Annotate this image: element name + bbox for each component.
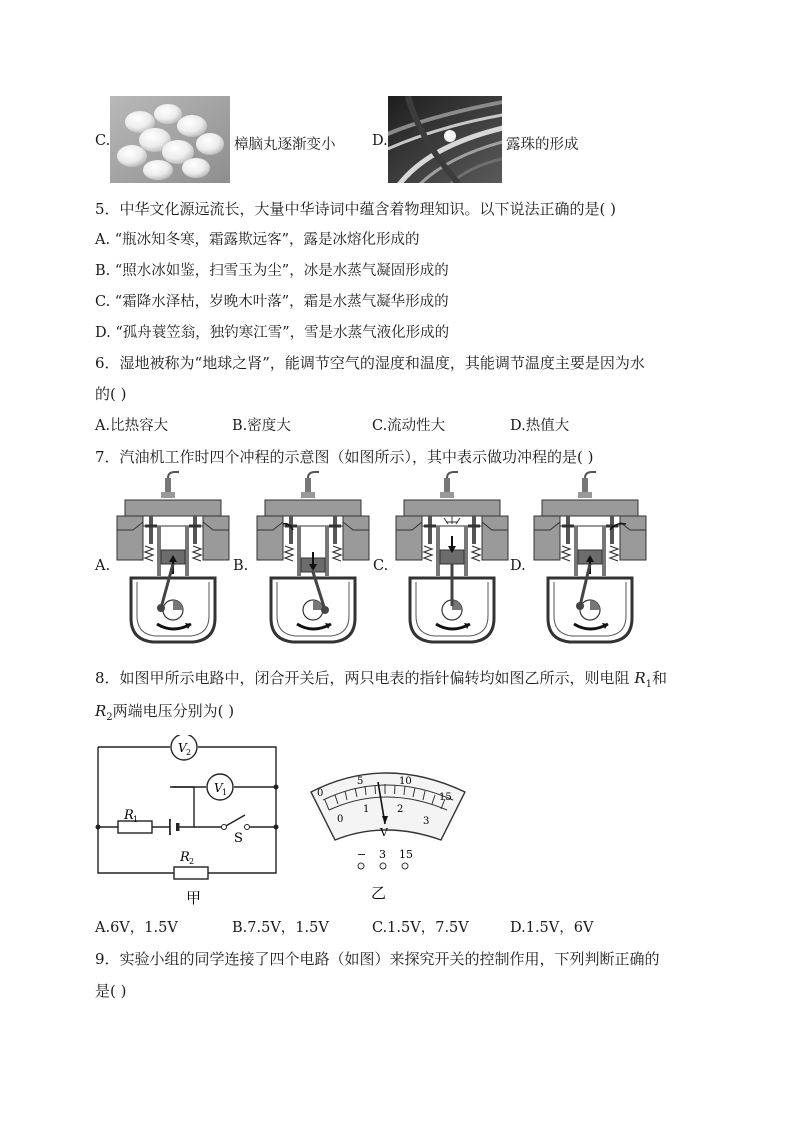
circuit-diagram (90, 735, 290, 915)
inner-tick-1: 1 (363, 804, 370, 815)
outer-tick-5: 5 (357, 776, 364, 787)
option-d-caption: 露珠的形成 (506, 137, 579, 153)
q5-option-b: B. “照水冰如鉴，扫雪玉为尘”，冰是水蒸气凝固形成的 (95, 263, 449, 279)
q9-stem-line1: 9．实验小组的同学连接了四个电路（如图）来探究开关的控制作用，下列判断正确的 (95, 950, 660, 968)
q6-option-a: A.比热容大 (95, 418, 169, 434)
v1-label: V (214, 781, 223, 795)
r2-subscript: 2 (189, 857, 195, 866)
q8-r1-subscript: 1 (645, 679, 652, 690)
q6-option-d: D.热值大 (510, 418, 570, 434)
q8-stem-line1-end: 和 (652, 669, 668, 687)
v2-label: V (178, 741, 187, 755)
outer-tick-0: 0 (317, 788, 324, 799)
r1-subscript: 1 (133, 815, 139, 824)
q6-option-b: B.密度大 (232, 418, 291, 434)
option-d-letter: D. (372, 133, 388, 149)
option-c-caption: 樟脑丸逐渐变小 (234, 137, 336, 153)
q5-stem: 5．中华文化源远流长，大量中华诗词中蕴含着物理知识。以下说法正确的是( ) (95, 200, 617, 218)
engine-b-label: B. (233, 558, 249, 574)
q8-stem-line1 (95, 668, 667, 695)
terminal-negative-post (358, 863, 364, 869)
q7-stem: 7．汽油机工作时四个冲程的示意图（如图所示），其中表示做功冲程的是( ) (95, 448, 594, 466)
terminal-3-post (380, 863, 386, 869)
r2-label: R (180, 850, 190, 865)
q8-option-c: C.1.5V，7.5V (372, 920, 469, 936)
engine-d-label: D. (510, 558, 526, 574)
inner-tick-2: 2 (397, 804, 404, 815)
switch-label: S (234, 831, 243, 846)
q6-stem-line2: 的( ) (95, 385, 127, 403)
engine-d-diagram (534, 472, 646, 642)
q8-stem-line1-text: 8．如图甲所示电路中，闭合开关后，两只电表的指针偏转均如图乙所示，则电阻 (95, 669, 635, 687)
option-c-letter: C. (95, 133, 111, 149)
inner-tick-3: 3 (423, 816, 430, 827)
inner-tick-0: 0 (337, 814, 344, 825)
q5-option-a: A. “瓶冰知冬寒，霜露欺远客”，露是冰熔化形成的 (95, 232, 420, 248)
q8-r2-symbol: R (95, 702, 107, 720)
q8-stem-line2 (95, 701, 234, 728)
q5-option-d: D. “孤舟蓑笠翁，独钓寒江雪”，雪是水蒸气液化形成的 (95, 325, 450, 341)
terminal-15: 15 (399, 848, 413, 861)
outer-tick-10: 10 (399, 776, 412, 787)
terminal-15-post (402, 863, 408, 869)
engine-a-label: A. (95, 558, 111, 574)
v1-subscript: 1 (222, 788, 228, 797)
q8-option-d: D.1.5V，6V (510, 920, 594, 936)
q8-r2-subscript: 2 (106, 712, 113, 723)
q6-stem-line1: 6．湿地被称为“地球之肾”，能调节空气的湿度和温度，其能调节温度主要是因为水 (95, 354, 645, 372)
outer-tick-15: 15 (439, 792, 452, 803)
terminal-negative: − (357, 848, 367, 861)
q8-option-b: B.7.5V，1.5V (232, 920, 329, 936)
q8-option-a: A.6V，1.5V (95, 920, 178, 936)
meter-caption: 乙 (371, 884, 387, 902)
meter-unit: V (380, 826, 388, 839)
q8-r1-symbol: R (634, 669, 646, 687)
q8-stem-line2-text: 两端电压分别为( ) (112, 702, 235, 720)
terminal-3: 3 (379, 848, 386, 861)
v2-subscript: 2 (186, 748, 192, 757)
q9-stem-line2: 是( ) (95, 982, 127, 1000)
q6-option-c: C.流动性大 (372, 418, 446, 434)
engine-c-diagram (396, 472, 508, 642)
engine-c-label: C. (373, 558, 389, 574)
engine-b-diagram (257, 472, 369, 642)
voltmeter-face (305, 760, 475, 910)
q5-option-c: C. “霜降水泽枯，岁晚木叶落”，霜是水蒸气凝华形成的 (95, 294, 449, 310)
circuit-caption: 甲 (186, 889, 202, 907)
engine-a-diagram (117, 472, 229, 642)
r1-label: R (124, 808, 134, 823)
